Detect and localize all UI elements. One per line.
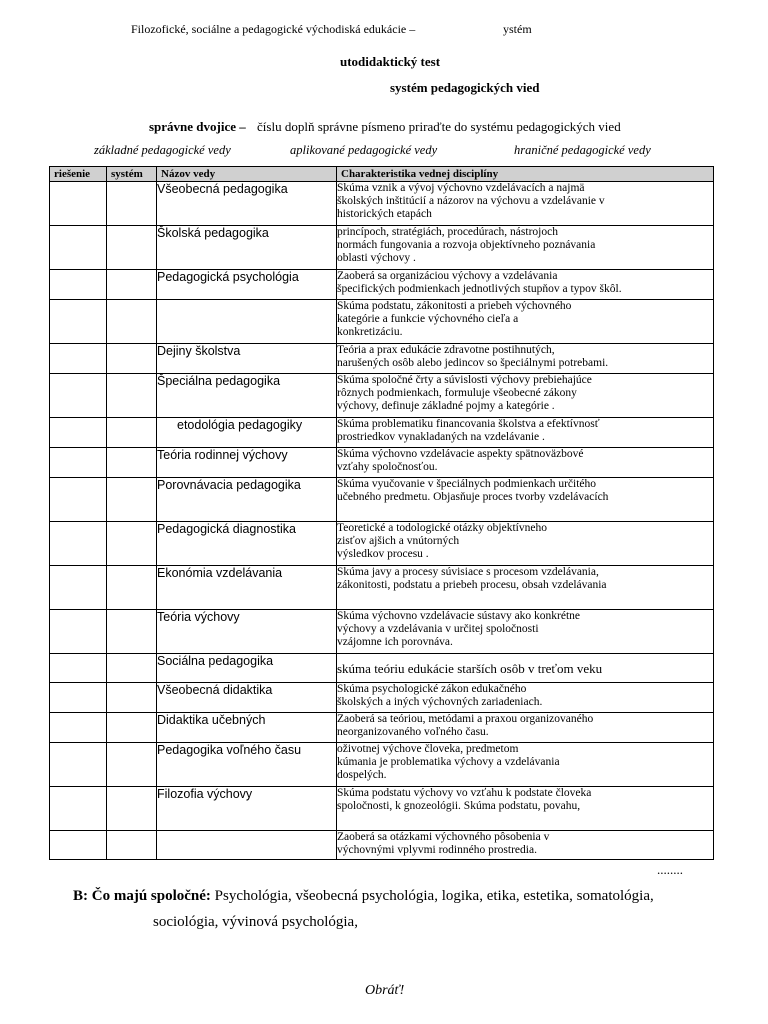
science-name: Dejiny školstva (157, 344, 337, 374)
solution-cell[interactable] (50, 743, 107, 787)
science-name: Pedagogická psychológia (157, 270, 337, 300)
science-description: Skúma vznik a vývoj výchovno vzdelávacích a najmä školských inštitúcií a názorov na výchovu a vzdelávanie v historických etapách (337, 182, 714, 226)
science-description: skúma teóriu edukácie starších osôb v treťom veku (337, 654, 714, 683)
solution-cell[interactable] (50, 374, 107, 418)
solution-cell[interactable] (50, 566, 107, 610)
sciences-table (49, 166, 714, 860)
system-cell[interactable] (107, 226, 157, 270)
solution-cell[interactable] (50, 182, 107, 226)
col-header-system: systém (107, 167, 157, 182)
science-description: Zaoberá sa otázkami výchovného pôsobenia v výchovnými vplyvmi rodinného prostredia. (337, 831, 714, 860)
science-name: Filozofia výchovy (157, 787, 337, 831)
solution-cell[interactable] (50, 344, 107, 374)
solution-cell[interactable] (50, 300, 107, 344)
col-header-description: Charakteristika vednej disciplíny (337, 167, 714, 182)
science-description: princípoch, stratégiách, procedúrach, nástrojoch normách fungovania a rozvoja objektívneho poznávania oblasti výchovy . (337, 226, 714, 270)
science-name: Teória výchovy (157, 610, 337, 654)
table-row (50, 478, 714, 522)
solution-cell[interactable] (50, 610, 107, 654)
science-description: Skúma podstatu výchovy vo vzťahu k podstate človeka spoločnosti, k gnozeológii. Skúma podstatu, povahu, (337, 787, 714, 831)
page-title: utodidaktický test (340, 54, 441, 69)
system-cell[interactable] (107, 300, 157, 344)
science-name: Pedagogika voľného času (157, 743, 337, 787)
section-b-label: B: Čo majú spoločné: (73, 888, 211, 904)
solution-cell[interactable] (50, 448, 107, 478)
section-b-text1: Psychológia, všeobecná psychológia, logika, etika, estetika, somatológia, (210, 888, 654, 904)
system-cell[interactable] (107, 610, 157, 654)
system-cell[interactable] (107, 713, 157, 743)
header-line: Filozofické, sociálne a pedagogické východiská edukácie – (131, 22, 416, 36)
system-cell[interactable] (107, 374, 157, 418)
instruction-text: číslu doplň správne písmeno priraďte do systému pedagogických vied (257, 119, 621, 134)
science-name: Pedagogická diagnostika (157, 522, 337, 566)
table-row (50, 831, 714, 860)
table-row (50, 374, 714, 418)
science-name (157, 300, 337, 344)
science-description: Skúma javy a procesy súvisiace s procesom vzdelávania, zákonitosti, podstatu a priebeh procesu, obsah vzdelávania (337, 566, 714, 610)
science-description: Skúma výchovno vzdelávacie sústavy ako konkrétne výchovy a vzdelávania v určitej spoločnosti vzájomne ich porovnáva. (337, 610, 714, 654)
science-description: Teória a prax edukácie zdravotne postihnutých, narušených osôb alebo jedincov so špeciálnymi potrebami. (337, 344, 714, 374)
table-row (50, 522, 714, 566)
table-row (50, 270, 714, 300)
science-name: Sociálna pedagogika (157, 654, 337, 683)
system-cell[interactable] (107, 182, 157, 226)
system-cell[interactable] (107, 478, 157, 522)
science-name: etodológia pedagogiky (157, 418, 337, 448)
table-row (50, 654, 714, 683)
solution-cell[interactable] (50, 787, 107, 831)
science-description: Skúma výchovno vzdelávacie aspekty spätnoväzbové vzťahy spoločnosťou. (337, 448, 714, 478)
section-b-line2: sociológia, vývinová psychológia, (153, 914, 358, 930)
instruction-line (149, 119, 621, 135)
science-name: Ekonómia vzdelávania (157, 566, 337, 610)
science-description: Zaoberá sa teóriou, metódami a praxou organizovaného neorganizovaného voľného času. (337, 713, 714, 743)
solution-cell[interactable] (50, 831, 107, 860)
science-name: Školská pedagogika (157, 226, 337, 270)
table-row (50, 344, 714, 374)
system-cell[interactable] (107, 344, 157, 374)
science-name: Teória rodinnej výchovy (157, 448, 337, 478)
system-cell[interactable] (107, 270, 157, 300)
page-subtitle: systém pedagogických vied (390, 80, 540, 95)
system-cell[interactable] (107, 418, 157, 448)
table-body (50, 182, 714, 860)
section-b-line1 (73, 888, 654, 905)
table-row (50, 610, 714, 654)
science-description: Skúma podstatu, zákonitosti a priebeh výchovného kategórie a funkcie výchovného cieľa a konkretizáciu. (337, 300, 714, 344)
table-row (50, 787, 714, 831)
system-cell[interactable] (107, 831, 157, 860)
table-row (50, 683, 714, 713)
category-border: hraničné pedagogické vedy (514, 143, 651, 157)
solution-cell[interactable] (50, 418, 107, 448)
table-row (50, 566, 714, 610)
science-name: Všeobecná pedagogika (157, 182, 337, 226)
table-header-row (50, 167, 714, 182)
science-description: Skúma problematiku financovania školstva a efektívnosť prostriedkov vynakladaných na vzdelávanie . (337, 418, 714, 448)
system-cell[interactable] (107, 683, 157, 713)
solution-cell[interactable] (50, 522, 107, 566)
table-row (50, 743, 714, 787)
system-cell[interactable] (107, 654, 157, 683)
system-cell[interactable] (107, 787, 157, 831)
table-row (50, 418, 714, 448)
science-description: Skúma spoločné črty a súvislosti výchovy prebiehajúce rôznych podmienkach, formuluje všeobecné zákony výchovy, definuje základné pojmy a kategórie . (337, 374, 714, 418)
science-name: Didaktika učebných (157, 713, 337, 743)
col-header-name: Názov vedy (157, 167, 337, 182)
science-name: Porovnávacia pedagogika (157, 478, 337, 522)
col-header-solution: riešenie (50, 167, 107, 182)
system-cell[interactable] (107, 566, 157, 610)
table-row (50, 226, 714, 270)
solution-cell[interactable] (50, 654, 107, 683)
solution-cell[interactable] (50, 270, 107, 300)
science-description: Skúma psychologické zákon edukačného školských a iných výchovných zariadeniach. (337, 683, 714, 713)
ellipsis: ........ (657, 862, 683, 877)
science-description: oživotnej výchove človeka, predmetom kúmania je problematika výchovy a vzdelávania dospelých. (337, 743, 714, 787)
solution-cell[interactable] (50, 226, 107, 270)
system-cell[interactable] (107, 743, 157, 787)
table-row (50, 182, 714, 226)
science-description: Teoretické a todologické otázky objektívneho zisťov ajšich a vnútorných výsledkov procesu . (337, 522, 714, 566)
solution-cell[interactable] (50, 713, 107, 743)
table-row (50, 300, 714, 344)
science-name: Špeciálna pedagogika (157, 374, 337, 418)
category-applied: aplikované pedagogické vedy (290, 143, 438, 157)
instruction-label: správne dvojice – (149, 119, 246, 134)
table-row (50, 713, 714, 743)
solution-cell[interactable] (50, 478, 107, 522)
footer-turn-over: Obráť! (365, 983, 405, 998)
science-description: Skúma vyučovanie v špeciálnych podmienkach určitého učebného predmetu. Objasňuje proces tvorby vzdelávacích (337, 478, 714, 522)
science-description: Zaoberá sa organizáciou výchovy a vzdelávania špecifických podmienkach jednotlivých stupňov a typov škôl. (337, 270, 714, 300)
header-right: ystém (503, 22, 532, 36)
system-cell[interactable] (107, 448, 157, 478)
science-name: Všeobecná didaktika (157, 683, 337, 713)
category-basic: základné pedagogické vedy (94, 143, 231, 157)
system-cell[interactable] (107, 522, 157, 566)
science-name (157, 831, 337, 860)
solution-cell[interactable] (50, 683, 107, 713)
table-row (50, 448, 714, 478)
